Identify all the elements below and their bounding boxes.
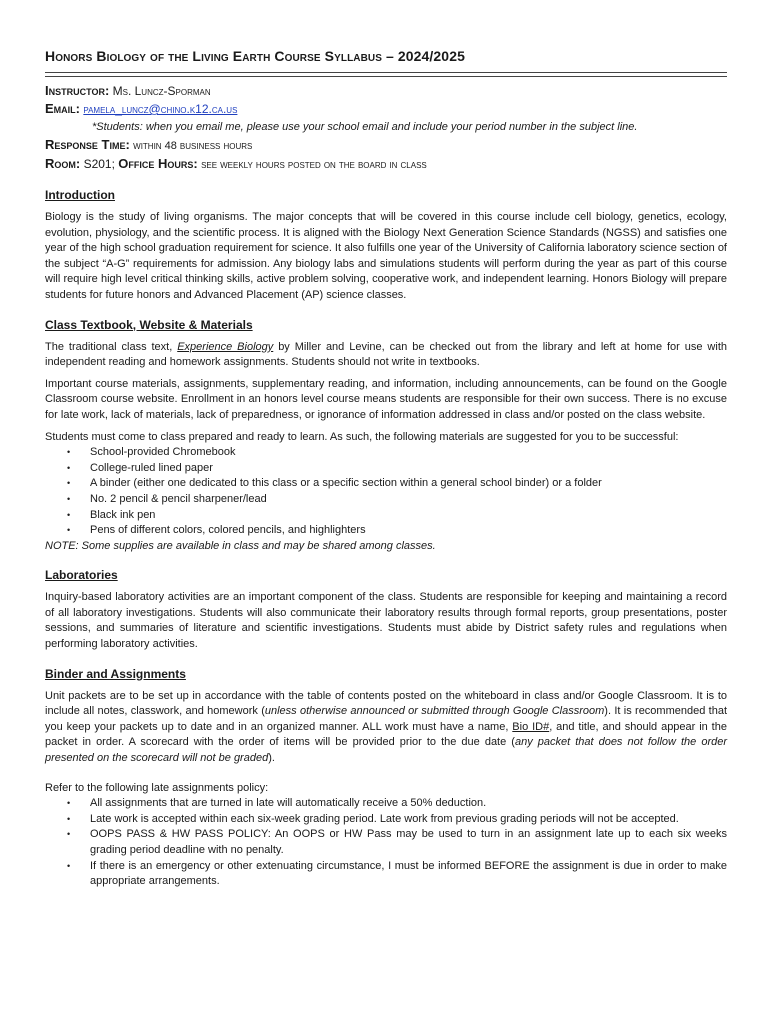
document-title: Honors Biology of the Living Earth Course Syllabus – 2024/2025 <box>45 48 465 64</box>
materials-intro: Students must come to class prepared and ready to learn. As such, the following materials are suggested for you to be successful: <box>45 430 679 443</box>
response-time-line <box>45 136 727 155</box>
late-policy-list <box>45 796 727 890</box>
textbook-text-a: The traditional class text, <box>45 340 178 353</box>
document-body <box>45 48 727 890</box>
binder-text-italic-2: any packet that does not follow the order presented on the scorecard will not be graded <box>45 736 728 765</box>
introduction-heading: Introduction <box>45 188 115 202</box>
instructor-label: Instructor: <box>45 83 110 98</box>
list-item: • No. 2 pencil & pencil sharpener/lead <box>45 492 727 508</box>
list-item: • School-provided Chromebook <box>45 445 727 461</box>
email-note: *Students: when you email me, please use your school email and include your period number in the subject line. <box>92 121 638 133</box>
list-item: • College-ruled lined paper <box>45 461 727 477</box>
textbook-paragraph <box>45 340 727 371</box>
textbook-title: Experience Biology <box>177 340 274 353</box>
binder-heading: Binder and Assignments <box>45 666 186 681</box>
email-link[interactable]: pamela_luncz@chino.k12.ca.us <box>83 102 238 116</box>
supplies-note: NOTE: Some supplies are available in class and may be shared among classes. <box>45 539 436 552</box>
laboratories-heading: Laboratories <box>45 568 118 583</box>
list-item: • A binder (either one dedicated to this class or a specific section within a general school binder) or a folder <box>45 476 727 492</box>
classroom-paragraph: Important course materials, assignments, supplementary reading, and information, including announcements, can be found on the Google Classroom course website. Enrollment in an honors level course means students are responsible for their own success. There is no excuse for late work, lack of materials, lack of preparedness, or ignorance of information addressed in class and/or posted on the class website. <box>45 377 727 421</box>
binder-text-italic-1: unless otherwise announced or submitted through Google Classroom <box>264 705 605 718</box>
room-label: Room: <box>45 156 81 171</box>
binder-paragraph <box>45 689 727 767</box>
materials-list <box>45 445 727 539</box>
binder-text-b: ). It is recommended that you keep your packets up to date and in an organized manner. ALL work must have a name, <box>45 705 728 733</box>
office-hours-label: Office Hours: <box>118 156 198 171</box>
introduction-text: Biology is the study of living organisms. The major concepts that will be covered in this course include cell biology, genetics, ecology, evolution, physiology, and the scientific process. It is aligned with the Biology Next Generation Science Standards (NGSS) and satisfies one year of the high school graduation requirement for science. It also fulfills one year of the University of California laboratory science section of the subject “A-G” requirements for admission. Any biology labs and simulations students will perform during the year as part of this course will require high level critical thinking skills, active problem solving, cooperative work, and independent learning. Honors Biology will prepare students for future honors and Advanced Placement (AP) science classes. <box>45 211 727 301</box>
list-item: • All assignments that are turned in late will automatically receive a 50% deduction. <box>45 796 727 812</box>
list-item: • OOPS PASS & HW PASS POLICY: An OOPS or HW Pass may be used to turn in an assignment late up to each six weeks grading period deadline with no penalty. <box>45 827 727 858</box>
list-item: • Black ink pen <box>45 508 727 524</box>
room-line <box>45 155 727 174</box>
binder-text-a: Unit packets are to be set up in accordance with the table of contents posted on the whiteboard in class and/or Google Classroom. It is to include all notes, classwork, and homework ( <box>45 689 727 718</box>
textbook-heading: Class Textbook, Website & Materials <box>45 317 253 332</box>
late-policy-intro: Refer to the following late assignments policy: <box>45 781 269 794</box>
binder-text-d: ). <box>268 752 275 765</box>
email-line <box>45 100 727 118</box>
list-item: • Late work is accepted within each six-week grading period. Late work from previous grading periods will not be accepted. <box>45 812 727 828</box>
title-rule-top <box>45 72 727 73</box>
laboratories-text: Inquiry-based laboratory activities are an important component of the class. Students are responsible for keeping and maintaining a record of all laboratory investigations. Students will also communicate their laboratory results through formal reports, group presentations, poster sessions, and summaries of literature and scientific investigations. Students must abide by District safety rules and regulations when performing laboratory activities. <box>45 591 727 651</box>
contact-info <box>45 82 727 174</box>
binder-text-c: , and title, and should appear in the packet in order. A scorecard with the order of items will be provided prior to the due date ( <box>45 720 727 749</box>
list-item: • If there is an emergency or other extenuating circumstance, I must be informed BEFORE the assignment is due in order to make appropriate arrangements. <box>45 859 727 890</box>
response-time-label: Response Time: <box>45 137 130 152</box>
textbook-text-b: by Miller and Levine, can be checked out from the library and left at home for use with independent reading and homework assignments. Students should not write in textbooks. <box>45 340 727 369</box>
instructor-line <box>45 82 727 100</box>
office-hours-value: see weekly hours posted on the board in class <box>201 159 427 171</box>
title-rule-bottom <box>45 76 727 77</box>
email-label: Email: <box>45 101 80 116</box>
response-time-value: within 48 business hours <box>133 140 253 152</box>
bio-id-text: Bio ID# <box>512 720 550 733</box>
list-item: • Pens of different colors, colored pencils, and highlighters <box>45 523 727 539</box>
spacer <box>45 773 727 781</box>
instructor-value: Ms. Luncz-Sporman <box>112 84 211 98</box>
room-value: S201; <box>83 157 115 171</box>
